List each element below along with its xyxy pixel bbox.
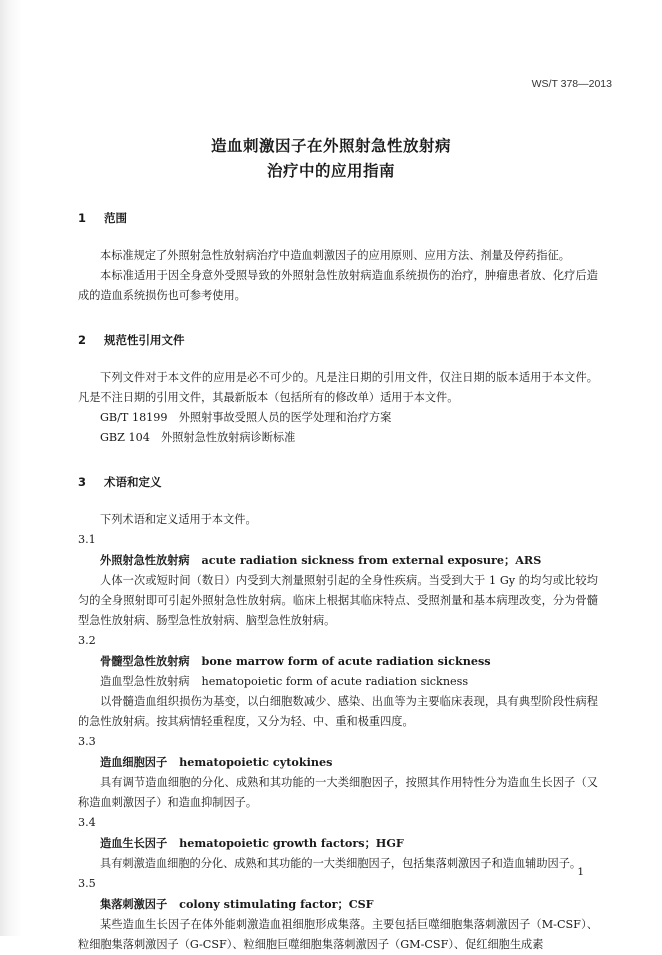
clause-number: 3.5 bbox=[78, 877, 96, 890]
term-chinese: 集落刺激因子 bbox=[100, 898, 168, 911]
term-entry bbox=[78, 550, 598, 571]
clause-number: 3.2 bbox=[78, 634, 96, 647]
term-english: acute radiation sickness from external exposure；ARS bbox=[201, 553, 542, 567]
term-entry bbox=[78, 752, 598, 773]
document-body bbox=[78, 198, 598, 955]
paragraph: 本标准适用于因全身意外受照导致的外照射急性放射病造血系统损伤的治疗，肿瘤患者放、化疗后造成的造血系统损伤也可参考使用。 bbox=[78, 269, 598, 302]
term-chinese: 骨髓型急性放射病 bbox=[100, 655, 190, 668]
term-english: bone marrow form of acute radiation sickness bbox=[201, 654, 491, 668]
term-entry bbox=[78, 833, 598, 854]
term-entry bbox=[78, 651, 598, 672]
section-title: 范围 bbox=[104, 211, 128, 225]
normative-reference: GB/T 18199 外照射事故受照人员的医学处理和治疗方案 bbox=[100, 411, 392, 424]
section-title: 术语和定义 bbox=[104, 475, 162, 489]
term-chinese: 造血生长因子 bbox=[100, 837, 168, 850]
section-2-heading bbox=[78, 330, 598, 350]
clause-number: 3.4 bbox=[78, 816, 96, 829]
section-1-heading bbox=[78, 208, 598, 228]
paragraph: 本标准规定了外照射急性放射病治疗中造血刺激因子的应用原则、应用方法、剂量及停药指征。 bbox=[100, 249, 570, 262]
section-number: 3 bbox=[78, 475, 87, 489]
term-entry bbox=[78, 894, 598, 915]
page-number: 1 bbox=[577, 866, 584, 878]
term-chinese: 外照射急性放射病 bbox=[100, 554, 190, 567]
term-definition: 具有刺激造血细胞的分化、成熟和其功能的一大类细胞因子，包括集落刺激因子和造血辅助因子。 bbox=[100, 857, 582, 870]
section-3-heading bbox=[78, 472, 598, 492]
paragraph: 下列文件对于本文件的应用是必不可少的。凡是注日期的引用文件，仅注日期的版本适用于本文件。凡是不注日期的引用文件，其最新版本（包括所有的修改单）适用于本文件。 bbox=[78, 371, 598, 404]
document-title bbox=[0, 134, 662, 184]
term-definition: 人体一次或短时间（数日）内受到大剂量照射引起的全身性疾病。当受到大于 1 Gy 的均匀或比较均匀的全身照射即可引起外照射急性放射病。临床上根据其临床特点、受照剂量和基本病理改变，分为骨髓型急性放射病、肠型急性放射病、脑型急性放射病。 bbox=[78, 574, 598, 627]
term-definition: 某些造血生长因子在体外能刺激造血祖细胞形成集落。主要包括巨噬细胞集落刺激因子（M-CSF）、粒细胞集落刺激因子（G-CSF）、粒细胞巨噬细胞集落刺激因子（GM-CSF）、促红细胞生成素 bbox=[78, 918, 598, 951]
standard-number: WS/T 378—2013 bbox=[531, 78, 612, 90]
admitted-term-english: hematopoietic form of acute radiation sickness bbox=[201, 675, 469, 688]
normative-reference: GBZ 104 外照射急性放射病诊断标准 bbox=[100, 431, 296, 444]
clause-number: 3.1 bbox=[78, 533, 96, 546]
title-line-1: 造血刺激因子在外照射急性放射病 bbox=[210, 137, 451, 155]
term-chinese: 造血细胞因子 bbox=[100, 756, 168, 769]
admitted-term bbox=[78, 672, 598, 692]
paragraph: 下列术语和定义适用于本文件。 bbox=[100, 513, 257, 526]
term-english: hematopoietic growth factors；HGF bbox=[179, 836, 404, 850]
term-english: hematopoietic cytokines bbox=[179, 755, 333, 769]
clause-number: 3.3 bbox=[78, 735, 96, 748]
term-english: colony stimulating factor；CSF bbox=[179, 897, 374, 911]
term-definition: 具有调节造血细胞的分化、成熟和其功能的一大类细胞因子，按照其作用特性分为造血生长因子（又称造血刺激因子）和造血抑制因子。 bbox=[78, 776, 598, 809]
admitted-term-chinese: 造血型急性放射病 bbox=[100, 675, 190, 688]
section-title: 规范性引用文件 bbox=[104, 333, 185, 347]
term-definition: 以骨髓造血组织损伤为基变，以白细胞数减少、感染、出血等为主要临床表现，具有典型阶段性病程的急性放射病。按其病情轻重程度，又分为轻、中、重和极重四度。 bbox=[78, 695, 598, 728]
title-line-2: 治疗中的应用指南 bbox=[266, 162, 395, 180]
section-number: 1 bbox=[78, 211, 87, 225]
section-number: 2 bbox=[78, 333, 87, 347]
